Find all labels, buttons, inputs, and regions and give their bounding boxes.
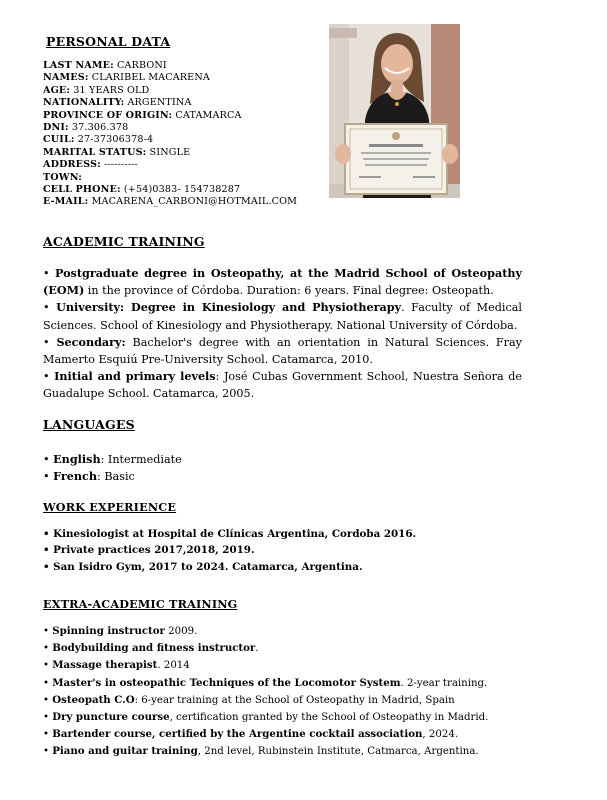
field-marital-status: MARITAL STATUS: SINGLE (43, 146, 191, 158)
portrait-photo-icon (329, 24, 460, 198)
extra-item-dry-puncture: • Dry puncture course, certification granted by the School of Osteopathy in Madrid. (43, 711, 489, 724)
extra-item-masters: • Master's in osteopathic Techniques of the Locomotor System. 2-year training. (43, 676, 488, 689)
languages-heading: LANGUAGES (43, 417, 135, 432)
field-email: E-MAIL: MACARENA_CARBONI@HOTMAIL.COM (43, 196, 298, 208)
academic-training-list (43, 265, 522, 403)
extra-item-massage: • Massage therapist. 2014 (43, 659, 190, 672)
extra-item-spinning: • Spinning instructor 2009. (43, 625, 198, 637)
extra-item-bodybuilding: • Bodybuilding and fitness instructor. (43, 642, 259, 655)
extra-academic-heading: EXTRA-ACADEMIC TRAINING (43, 597, 238, 611)
language-item-french: • French: Basic (43, 469, 135, 483)
work-item-private-practices: • Private practices 2017,2018, 2019. (43, 544, 255, 557)
field-age: AGE: 31 YEARS OLD (43, 84, 150, 96)
extra-item-bartender: • Bartender course, certified by the Argentine cocktail association, 2024. (43, 728, 459, 741)
field-nationality: NATIONALITY: ARGENTINA (43, 97, 192, 109)
field-names: NAMES: CLARIBEL MACARENA (43, 72, 210, 84)
extra-item-osteopath: • Osteopath C.O: 6-year training at the School of Osteopathy in Madrid, Spain (43, 693, 455, 706)
field-province: PROVINCE OF ORIGIN: CATAMARCA (43, 109, 242, 121)
field-last-name: LAST NAME: CARBONI (43, 60, 167, 71)
languages-list (43, 451, 182, 485)
extra-item-piano-guitar: • Piano and guitar training, 2nd level, Rubinstein Institute, Catmarca, Argentina. (43, 745, 479, 758)
work-experience-list (43, 526, 416, 575)
academic-item-secondary: • Secondary: Bachelor's degree with an orientation in Natural Sciences. Fray Mamerto Esquiú Pre-University School. Catamarca, 2010. (43, 334, 522, 367)
personal-data-heading: PERSONAL DATA (46, 34, 171, 49)
academic-item-university: • University: Degree in Kinesiology and Physiotherapy. Faculty of Medical Sciences. School of Kinesiology and Physiotherapy. National University of Córdoba. (43, 300, 522, 332)
work-item-gym: • San Isidro Gym, 2017 to 2024. Catamarca, Argentina. (43, 560, 363, 573)
academic-item-primary: • Initial and primary levels: José Cubas Government School, Nuestra Señora de Guadalupe School. Catamarca, 2005. (43, 369, 522, 401)
field-cuil: CUIL: 27-37306378-4 (43, 134, 154, 146)
academic-training-heading: ACADEMIC TRAINING (43, 234, 205, 249)
work-experience-heading: WORK EXPERIENCE (43, 500, 177, 514)
language-item-english: • English: Intermediate (43, 452, 182, 466)
field-cell-phone: CELL PHONE: (+54)0383- 154738287 (43, 184, 241, 196)
portrait-photo (329, 24, 460, 198)
academic-item-postgraduate: • Postgraduate degree in Osteopathy, at the Madrid School of Osteopathy (EOM) in the province of Córdoba. Duration: 6 years. Final degree: Osteopath. (43, 266, 522, 298)
field-dni: DNI: 37.306.378 (43, 122, 129, 134)
field-town: TOWN: (43, 171, 82, 183)
work-item-hospital: • Kinesiologist at Hospital de Clínicas Argentina, Cordoba 2016. (43, 528, 417, 540)
field-address: ADDRESS: ---------- (43, 159, 138, 171)
personal-data-list (43, 60, 297, 209)
extra-academic-list (43, 623, 488, 761)
